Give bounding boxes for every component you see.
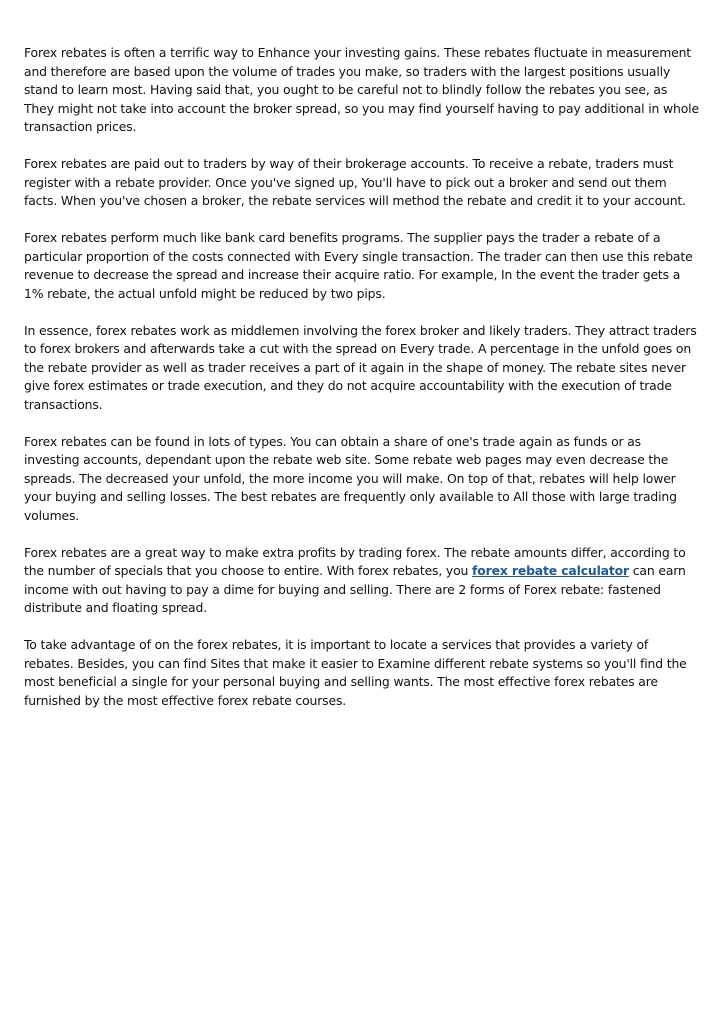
paragraph-6: [24, 544, 700, 618]
forex-rebate-calculator-link[interactable]: forex rebate calculator: [472, 563, 629, 578]
paragraph-4: In essence, forex rebates work as middlemen involving the forex broker and likely traders. They attract traders to forex brokers and afterwards take a cut with the spread on Every trade. A percentage in the unfold goes on the rebate provider as well as trader receives a part of it again in the shape of money. The rebate sites never give forex estimates or trade execution, and they do not acquire accountability with the execution of trade transactions.: [24, 322, 697, 412]
paragraph-3: Forex rebates perform much like bank card benefits programs. The supplier pays the trader a rebate of a particular proportion of the costs connected with Every single transaction. The trader can then use this rebate revenue to decrease the spread and increase their acquire ratio. For example, In the event the trader gets a 1% rebate, the actual unfold might be reduced by two pips.: [24, 230, 693, 301]
paragraph-6-text-before: Forex rebates are a great way to make extra profits by trading forex. The rebate amounts differ, according to the number of specials that you choose to entire. With forex rebates, you: [24, 544, 686, 578]
paragraph-1: Forex rebates is often a terrific way to Enhance your investing gains. These rebates fluctuate in measurement and therefore are based upon the volume of trades you make, so traders with the largest positions usually stand to learn most. Having said that, you ought to be careful not to blindly follow the rebates you see, as They might not take into account the broker spread, so you may find yourself having to pay additional in whole transaction prices.: [24, 45, 699, 134]
paragraph-6-text-after: can earn income with out having to pay a dime for buying and selling. There are 2 forms of Forex rebate: fastened distribute and floating spread.: [24, 563, 686, 615]
paragraph-2: Forex rebates are paid out to traders by way of their brokerage accounts. To receive a rebate, traders must register with a rebate provider. Once you've signed up, You'll have to pick out a broker and send out them facts. When you've chosen a broker, the rebate services will method the rebate and credit it to your account.: [24, 156, 686, 208]
document-body: [24, 44, 700, 729]
paragraph-5: Forex rebates can be found in lots of types. You can obtain a share of one's trade again as funds or as investing accounts, dependant upon the rebate web site. Some rebate web pages may even decrease the spreads. The decreased your unfold, the more income you will make. On top of that, rebates will help lower your buying and selling losses. The best rebates are frequently only available to All those with large trading volumes.: [24, 433, 677, 523]
paragraph-7: To take advantage of on the forex rebates, it is important to locate a services that provides a variety of rebates. Besides, you can find Sites that make it easier to Examine different rebate systems so you'll find the most beneficial a single for your personal buying and selling wants. The most effective forex rebates are furnished by the most effective forex rebate courses.: [24, 637, 687, 708]
